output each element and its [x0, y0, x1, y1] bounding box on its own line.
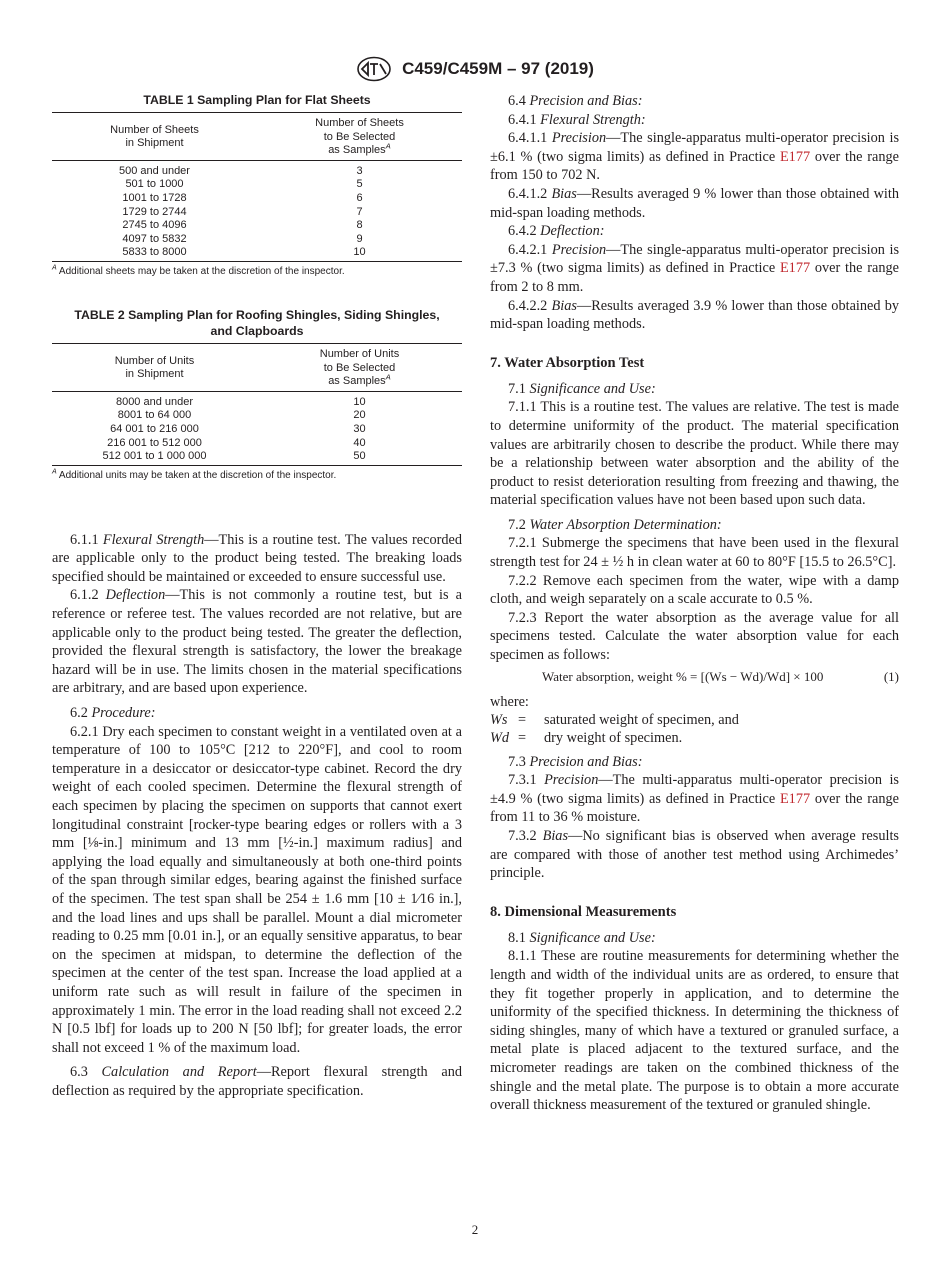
shipment-size-cell: 8001 to 64 000 — [117, 409, 192, 422]
table-row — [52, 219, 462, 233]
shipment-size-cell: 216 001 to 512 000 — [107, 436, 202, 449]
sample-count-cell: 3 — [356, 164, 363, 177]
para-6-3: 6.3 Calculation and Report—Report flexural strength and deflection as required by the appropriate specification. — [52, 1064, 462, 1099]
para-6-4-1: 6.4.1 Flexural Strength: — [508, 111, 646, 128]
para-7-2-1: 7.2.1 Submerge the specimens that have been used in the flexural strength test for 24 ± ½ h in clean water at 60 to 80°F [15.5 to 26.5°C]. — [490, 535, 899, 571]
table1-footnote: $^A$ Additional sheets may be taken at the discretion of the inspector. — [52, 264, 345, 277]
shipment-size-cell: 4097 to 5832 — [122, 232, 187, 245]
astm-logo-icon — [356, 56, 392, 82]
page-number: 2 — [471, 1222, 479, 1237]
e177-link[interactable]: E177 — [779, 260, 811, 277]
sample-count-cell: 8 — [356, 219, 363, 232]
e177-link[interactable]: E177 — [779, 790, 811, 807]
sample-count-cell: 10 — [353, 395, 366, 408]
para-7-1: 7.1 Significance and Use: — [508, 380, 656, 397]
table2-col2-header: Number of Units to Be Selected as Samples$^A$ — [319, 347, 400, 388]
left-column — [52, 92, 462, 1101]
table1 — [52, 112, 462, 262]
table-row — [52, 192, 462, 206]
definition-row — [490, 729, 899, 747]
equation-text: Water absorption, weight % = [(Ws − Wd)/Wd] × 100 — [542, 668, 824, 684]
table-row — [52, 391, 462, 409]
sample-count-cell: 5 — [356, 178, 363, 191]
definition-symbol: Wd — [490, 729, 510, 746]
para-7-3-1: 7.3.1 Precision—The multi-apparatus multi-operator precision is ±4.9 % (two sigma limits) as defined in Practice E177 over the range from 11 to 36 % moisture. — [490, 772, 899, 826]
para-7-2: 7.2 Water Absorption Determination: — [508, 516, 722, 533]
para-7-3: 7.3 Precision and Bias: — [508, 753, 643, 770]
shipment-size-cell: 512 001 to 1 000 000 — [102, 450, 207, 463]
table2-footnote: $^A$ Additional units may be taken at the discretion of the inspector. — [52, 468, 337, 481]
para-8-1-1: 8.1.1 These are routine measurements for determining whether the length and width of the individual units are as ordered, to ensure that they fit together properly in application, and to determine the uniformity of the specified thickness. In determining the thickness of siding shingles, many of which have a textured or granuled surface, a metal plate is placed adjacent to the textured surface, and the micrometer readings are taken on the combined thickness of the shingle and the metal plate. The purpose is to obtain a more accurate overall thickness measurement of the textured or granuled shingle. — [490, 948, 899, 1114]
definition-text: dry weight of specimen. — [544, 729, 683, 746]
sample-count-cell: 30 — [353, 422, 366, 435]
para-7-2-2: 7.2.2 Remove each specimen from the water, wipe with a damp cloth, and weigh separately on a scale accurate to 0.5 %. — [490, 572, 899, 608]
para-6-1-1: 6.1.1 Flexural Strength—This is a routine test. The values recorded are applicable only to the product being tested. The breaking loads specified should be maintained or exceeded to ensure successful use. — [52, 531, 462, 585]
sample-count-cell: 9 — [356, 232, 363, 245]
equation-number: (1) — [883, 668, 899, 684]
sample-count-cell: 6 — [356, 191, 363, 204]
sample-count-cell: 20 — [353, 409, 366, 422]
section-7-heading: 7. Water Absorption Test — [490, 354, 645, 371]
table1-title: TABLE 1 Sampling Plan for Flat Sheets — [143, 93, 371, 107]
where-label: where: — [490, 693, 529, 710]
e177-link[interactable]: E177 — [779, 148, 811, 165]
table-row — [52, 409, 462, 423]
para-6-4-1-2: 6.4.1.2 Bias—Results averaged 9 % lower than those obtained with mid-span loading methods. — [490, 185, 899, 221]
definition-equals: = — [518, 729, 527, 746]
table-row — [52, 206, 462, 220]
para-6-4-2-2: 6.4.2.2 Bias—Results averaged 3.9 % lower than those obtained by mid-span loading methods. — [490, 297, 900, 333]
table-row — [52, 437, 462, 451]
table2-title: TABLE 2 Sampling Plan for Roofing Shingles, Siding Shingles, and Clapboards — [74, 307, 440, 338]
para-7-3-2: 7.3.2 Bias—No significant bias is observed when average results are compared with those of another test method using Archimedes’ principle. — [490, 828, 899, 882]
sample-count-cell: 10 — [353, 246, 366, 259]
definition-text: saturated weight of specimen, and — [544, 711, 739, 728]
table2 — [52, 343, 462, 466]
page-header — [0, 56, 950, 82]
shipment-size-cell: 5833 to 8000 — [122, 246, 187, 259]
para-7-2-3: 7.2.3 Report the water absorption as the average value for all specimens tested. Calculate the water absorption value for each specimen as follows: — [490, 609, 899, 664]
table-row — [52, 246, 462, 261]
para-6-4: 6.4 Precision and Bias: — [508, 93, 643, 109]
para-6-4-2: 6.4.2 Deflection: — [508, 223, 605, 240]
shipment-size-cell: 8000 and under — [115, 395, 194, 408]
definition-row — [490, 711, 899, 729]
para-6-4-2-1: 6.4.2.1 Precision—The single-apparatus multi-operator precision is ±7.3 % (two sigma limits) as defined in Practice E177 over the range from 2 to 8 mm. — [490, 241, 900, 295]
table-row — [52, 178, 462, 192]
table2-col1-header: Number of Units in Shipment — [114, 354, 195, 381]
shipment-size-cell: 64 001 to 216 000 — [110, 422, 199, 435]
sample-count-cell: 50 — [353, 450, 366, 463]
right-column — [490, 92, 899, 1115]
shipment-size-cell: 1001 to 1728 — [122, 191, 187, 204]
equation-1 — [490, 669, 899, 685]
table-row — [52, 450, 462, 465]
sample-count-cell: 7 — [356, 205, 363, 218]
standard-designation: C459/C459M – 97 (2019) — [402, 59, 594, 78]
para-6-4-1-1: 6.4.1.1 Precision—The single-apparatus multi-operator precision is ±6.1 % (two sigma limits) as defined in Practice E177 over the range from 150 to 702 N. — [490, 130, 900, 184]
para-6-2-1: 6.2.1 Dry each specimen to constant weight in a ventilated oven at a temperature of 100 to 105°C [212 to 220°F], and cool to room temperature in a desiccator or desiccator-type cabinet. Record the dry weight of each cooled specimen. Determine the flexural strength of each specimen by placing the specimen on supports that cannot exert longitudinal constraint [rocker-type bearing edges or rollers with a 3 mm [⅛-in.] minimum and 13 mm [½-in.] maximum radius] and applying the load equally and simultaneously at both one-third points of the span through similar edges, bearing against the finished surface of the specimen. The test span shall be 254 ± 1.6 mm [10 ± 1⁄16 in.], and the load lines and ups shall be parallel. Mount a dial micrometer reading to 0.25 mm [0.01 in.], or an equally sensitive apparatus, to bear on the specimen at midspan, to determine the deflection of the specimen at the center of the test span. Increase the load applied at a uniform rate such as will result in failure of the specimen in approximately 1 min. The error in the load reading shall not exceed 2.2 N [0.5 lbf] for loads up to 200 N [50 lbf]; for greater loads, the error shall not exceed 1 % of the maximum load. — [52, 723, 462, 1056]
variable-definitions — [490, 711, 899, 747]
shipment-size-cell: 1729 to 2744 — [122, 205, 187, 218]
section-8-heading: 8. Dimensional Measurements — [490, 903, 677, 920]
table1-col2-header: Number of Sheets to Be Selected as Samples$^A$ — [315, 117, 404, 157]
shipment-size-cell: 501 to 1000 — [125, 178, 184, 191]
sample-count-cell: 40 — [353, 436, 366, 449]
table-row — [52, 423, 462, 437]
para-6-1-2: 6.1.2 Deflection—This is not commonly a routine test, but is a reference or referee test. The values recorded are not relative, but are applicable only to the product being tested. The greater the deflection, provided the flexural strength is satisfactory, the lower the breakage hazard will be in use. The limits chosen in the material specifications are arbitrary, and are based upon experience. — [52, 587, 462, 697]
para-7-1-1: 7.1.1 This is a routine test. The values are relative. The test is made to determine uniformity of the product. The material specification values are arbitrarily chosen to describe the product. While there may be a relationship between water absorption and the ability of the product to resist deterioration resulting from freezing and thawing, the material specification values have not been based upon such data. — [490, 399, 899, 509]
shipment-size-cell: 2745 to 4096 — [122, 219, 187, 232]
definition-symbol: Ws — [490, 711, 508, 728]
table-row — [52, 233, 462, 247]
shipment-size-cell: 500 and under — [119, 164, 190, 177]
table-row — [52, 160, 462, 178]
para-6-2: 6.2 Procedure: — [70, 705, 156, 722]
para-8-1: 8.1 Significance and Use: — [508, 929, 656, 946]
definition-equals: = — [518, 711, 527, 728]
table1-col1-header: Number of Sheets in Shipment — [110, 123, 199, 150]
